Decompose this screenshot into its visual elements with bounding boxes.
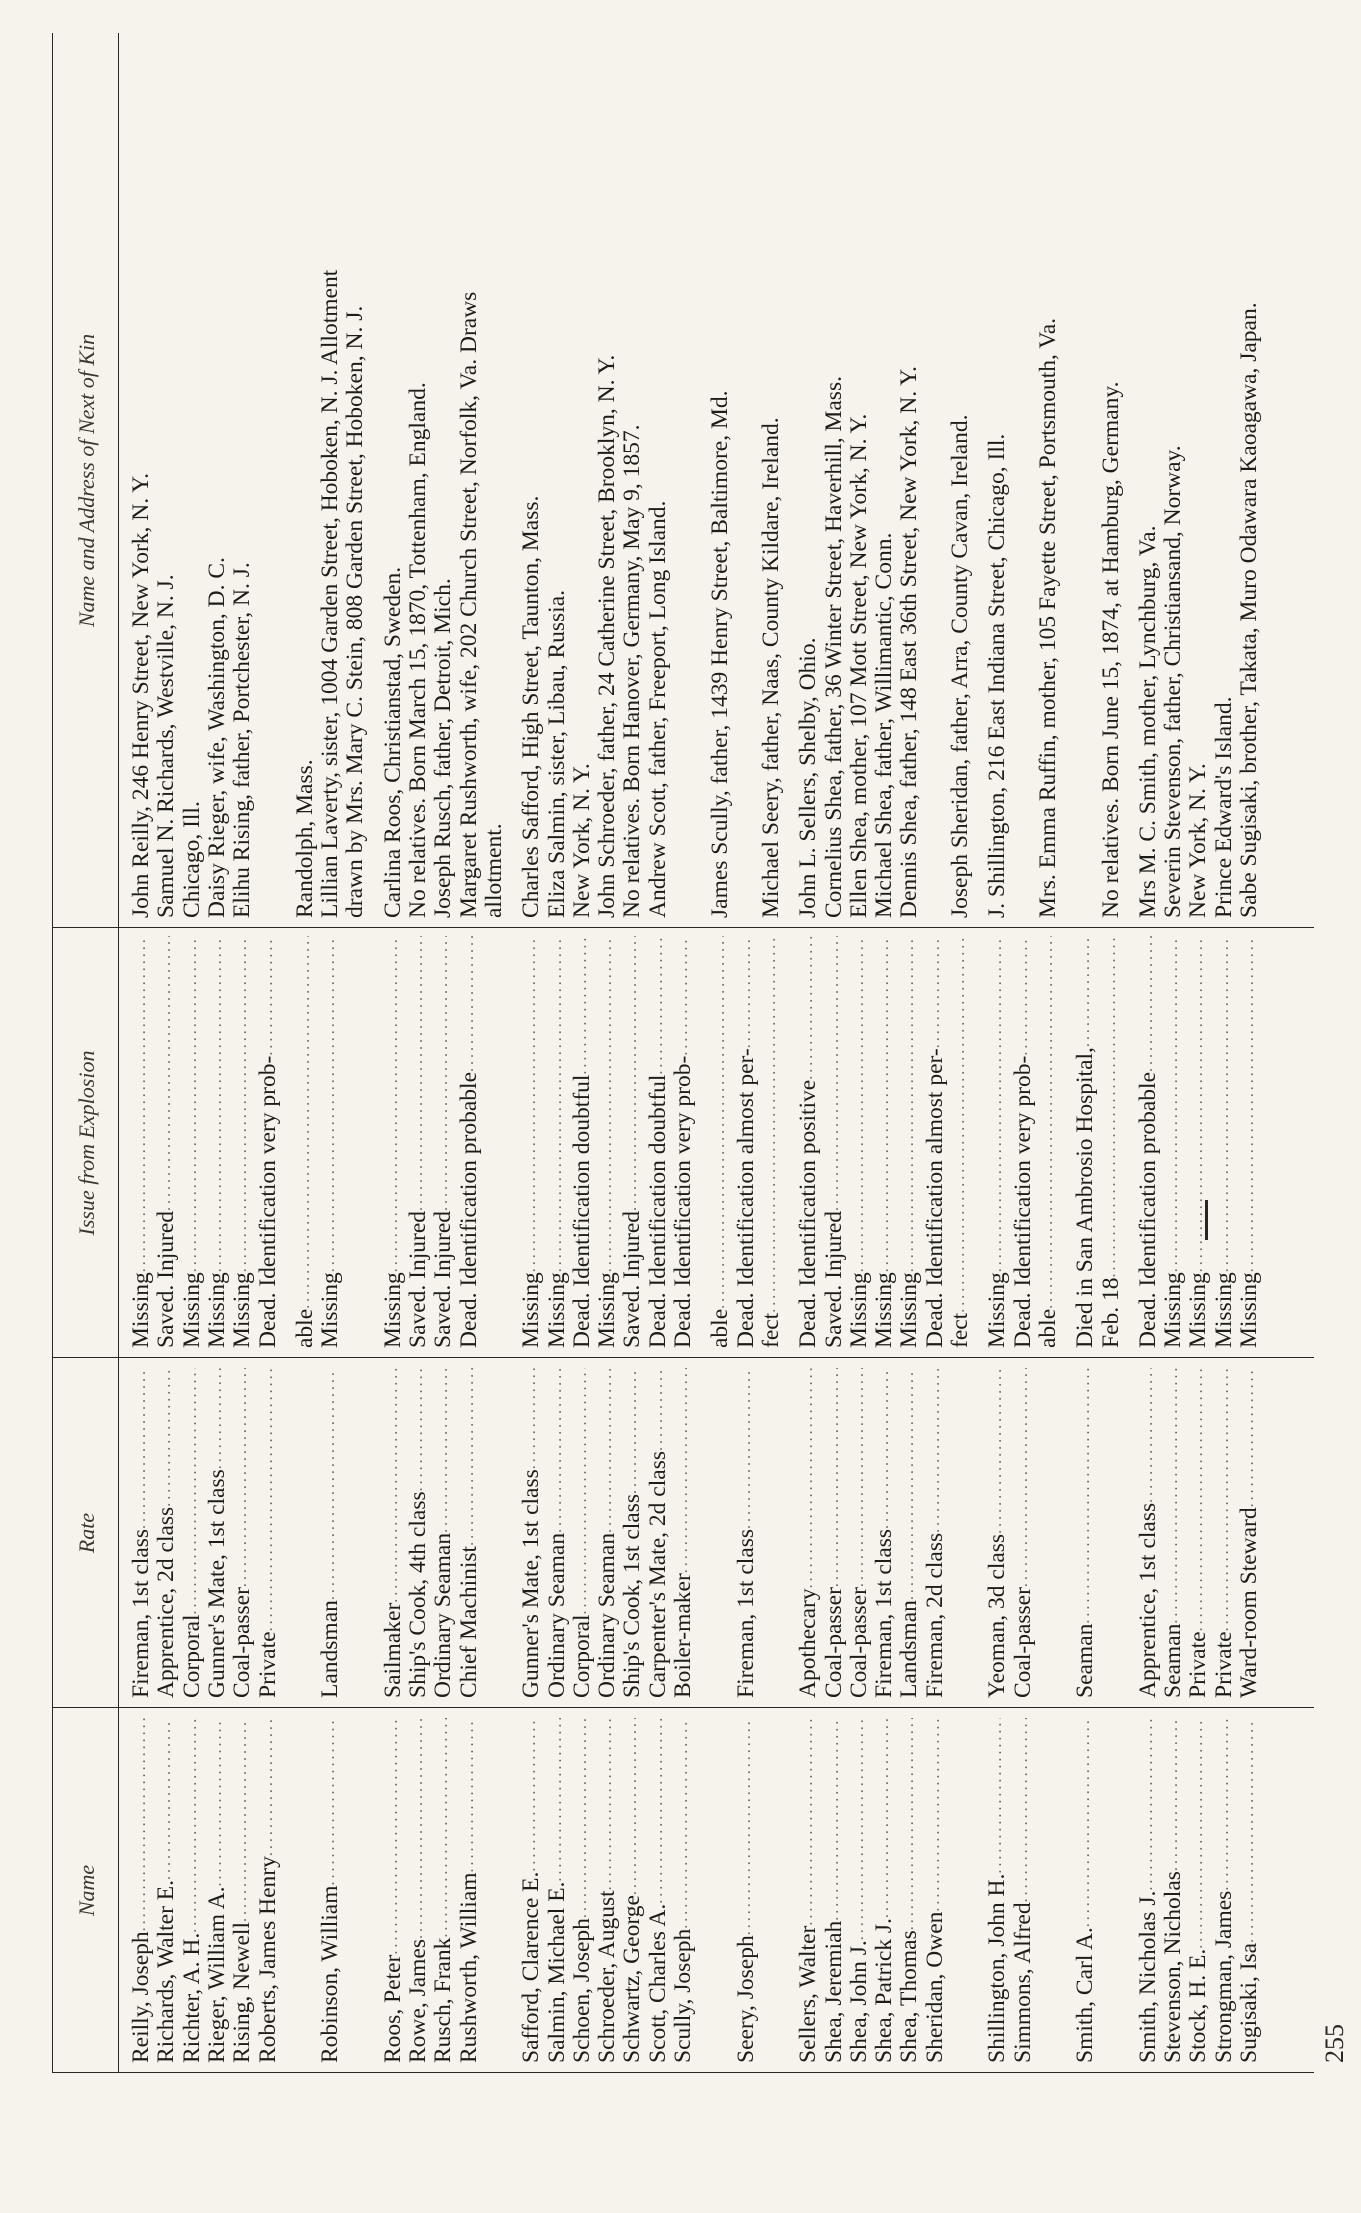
table-row (479, 936, 509, 1348)
dot-leader (1033, 936, 1063, 1309)
cell-issue: Missing (128, 1272, 154, 1348)
cell-kin: No relatives. Born June 15, 1874, at Hamburg, Germany. (1097, 381, 1124, 918)
cell-kin: Randolph, Mass. (291, 759, 318, 918)
cell-rate: Fireman, 1st class (871, 1528, 898, 1698)
column-rule (52, 927, 1314, 928)
cell-kin: Andrew Scott, father, Freeport, Long Island. (644, 500, 671, 918)
cell-issue: Died in San Ambrosio Hospital, (1072, 1047, 1099, 1348)
cell-kin: No relatives. Born Hanover, Germany, May 9, 1857. (619, 424, 646, 918)
cell-kin: New York, N. Y. (568, 763, 595, 918)
page-number: 255 (1320, 2024, 1349, 2063)
cell-kin: Lillian Laverty, sister, 1004 Garden Street, Hoboken, N. J. Allotment (317, 269, 344, 918)
cell-name: Rieger, William A. (203, 1886, 230, 2063)
table-row (1033, 1368, 1063, 1698)
cell-kin: Chicago, Ill. (178, 801, 205, 918)
table-row (340, 1718, 370, 2063)
dot-leader (1234, 936, 1264, 1272)
cell-name: Rusch, Frank (430, 1937, 457, 2063)
cell-issue: Missing (203, 1272, 230, 1348)
cell-issue: Missing (317, 1272, 344, 1348)
table-row (479, 1718, 509, 2063)
header-rule (118, 33, 119, 2073)
page-edge-mark (1205, 1200, 1208, 1240)
cell-name: Schoen, Joseph (568, 1918, 595, 2063)
cell-name: Shea, John J. (845, 1940, 872, 2063)
cell-rate: Landsman (317, 1600, 344, 1698)
dot-leader (945, 936, 975, 1313)
table-row (945, 1718, 975, 2063)
dot-leader (253, 1718, 283, 1856)
table-row (668, 38, 698, 918)
cell-issue: Dead. Identification doubtful (644, 1074, 671, 1348)
cell-name: Rising, Newell (229, 1922, 256, 2063)
cell-rate: Carpenter's Mate, 2d class (644, 1451, 671, 1698)
dot-leader (1096, 936, 1126, 1278)
cell-kin: James Scully, father, 1439 Henry Street, Baltimore, Md. (707, 390, 734, 918)
table-row (1096, 936, 1126, 1348)
cell-issue: able (291, 1308, 318, 1348)
cell-issue: Dead. Identification probable (455, 1071, 482, 1348)
table-row (1033, 38, 1063, 918)
cell-rate: Seaman (1160, 1623, 1187, 1698)
cell-kin: Ellen Shea, mother, 107 Mott Street, New York, N. Y. (845, 413, 872, 918)
dot-leader (668, 936, 698, 1056)
cell-issue: Missing (1210, 1272, 1237, 1348)
cell-kin: Cornelius Shea, father, 36 Winter Street, Haverhill, Mass. (820, 376, 847, 918)
cell-name: Stevenson, Nicholas (1160, 1871, 1187, 2063)
cell-name: Reilly, Joseph (128, 1931, 154, 2063)
dot-leader (668, 1368, 698, 1573)
cell-name: Scott, Charles A. (644, 1903, 671, 2063)
cell-name: Simmons, Alfred (1009, 1902, 1036, 2063)
table-row (756, 1718, 786, 2063)
cell-rate: Gunner's Mate, 1st class (203, 1469, 230, 1698)
cell-kin: Prince Edward's Island. (1210, 696, 1237, 918)
cell-issue: Missing (543, 1272, 570, 1348)
cell-kin: Joseph Rusch, father, Detroit, Mich. (430, 578, 457, 918)
cell-issue: fect (947, 1312, 973, 1348)
table-row (1234, 936, 1264, 1348)
cell-issue: Missing (1185, 1272, 1212, 1348)
table-row (1096, 38, 1126, 918)
table-row (479, 38, 509, 918)
cell-rate: Coal-passer (845, 1587, 872, 1698)
cell-issue: Missing (379, 1272, 406, 1348)
header-rate: Rate (74, 1512, 99, 1554)
table-row (756, 1368, 786, 1698)
dot-leader (253, 936, 283, 1056)
cell-name: Scully, Joseph (670, 1928, 696, 2063)
cell-name: Sellers, Walter (795, 1925, 822, 2063)
table-row (479, 1368, 509, 1698)
table-row (1234, 38, 1264, 918)
cell-rate: Fireman, 1st class (732, 1528, 759, 1698)
cell-rate: Apothecary (795, 1588, 822, 1698)
cell-issue: Missing (871, 1272, 898, 1348)
cell-issue: able (707, 1308, 734, 1348)
cell-rate: Apprentice, 1st class (1134, 1502, 1161, 1698)
cell-kin: Samuel N. Richards, Westville, N. J. (153, 574, 180, 918)
table-row (756, 936, 786, 1348)
cell-kin: Margaret Rushworth, wife, 202 Church Street, Norfolk, Va. Draws (455, 291, 482, 918)
cell-kin: Mrs M. C. Smith, mother, Lynchburg, Va. (1134, 525, 1161, 918)
cell-kin: No relatives. Born March 15, 1870, Tottenham, England. (405, 382, 431, 918)
table-row (253, 38, 283, 918)
cell-name: Strongman, James (1210, 1890, 1237, 2063)
cell-name: Rushworth, William (455, 1872, 482, 2063)
cell-rate: Chief Machinist (455, 1545, 482, 1698)
cell-rate: Coal-passer (229, 1587, 256, 1698)
table-row (1234, 1718, 1264, 2063)
cell-rate: Ship's Cook, 1st class (619, 1493, 646, 1698)
cell-name: Shea, Patrick J. (871, 1918, 898, 2063)
cell-name: Schroeder, August (594, 1890, 621, 2063)
dot-leader (756, 936, 786, 1313)
cell-name: Seery, Joseph (732, 1935, 759, 2063)
cell-kin: J. Shillington, 216 East Indiana Street, Chicago, Ill. (984, 433, 1011, 918)
cell-kin: New York, N. Y. (1185, 763, 1212, 918)
cell-name: Schwartz, George (619, 1895, 646, 2063)
cell-rate: Private (1210, 1631, 1237, 1698)
cell-rate: Coal-passer (820, 1587, 847, 1698)
cell-name: Shea, Jeremiah (820, 1920, 847, 2063)
cell-kin: John Reilly, 246 Henry Street, New York, N. Y. (128, 473, 154, 918)
table-row (1234, 1368, 1264, 1698)
table-row (945, 38, 975, 918)
cell-issue: Missing (896, 1272, 923, 1348)
dot-leader (1234, 1368, 1264, 1507)
table-row (668, 1368, 698, 1698)
cell-name: Richards, Walter E. (153, 1879, 180, 2063)
dot-leader (253, 1368, 283, 1631)
cell-kin: Daisy Rieger, wife, Washington, D. C. (203, 557, 230, 918)
cell-rate: Corporal (178, 1614, 205, 1698)
cell-kin: John L. Sellers, Shelby, Ohio. (795, 637, 822, 918)
cell-issue: fect (757, 1312, 784, 1348)
cell-issue: Missing (984, 1272, 1011, 1348)
cell-kin: Mrs. Emma Ruffin, mother, 105 Fayette Street, Portsmouth, Va. (1034, 318, 1061, 918)
cell-name: Sugisaki, Isa (1236, 1942, 1262, 2063)
table-row (1033, 936, 1063, 1348)
cell-issue: Missing (229, 1272, 256, 1348)
header-name: Name (74, 1864, 99, 1917)
table-row (340, 1368, 370, 1698)
cell-kin: Michael Shea, father, Willimantic, Conn. (871, 532, 898, 918)
cell-issue: able (1034, 1308, 1061, 1348)
cell-issue: Dead. Identification almost per- (732, 1048, 759, 1348)
cell-name: Rowe, James (405, 1938, 431, 2063)
table-row (756, 38, 786, 918)
cell-issue: Dead. Identification very prob- (254, 1055, 281, 1348)
cell-issue: Saved. Injured (430, 1210, 457, 1348)
table-row (668, 1718, 698, 2063)
cell-rate: Gunner's Mate, 1st class (518, 1469, 545, 1698)
table-row (340, 38, 370, 918)
cell-kin: Michael Seery, father, Naas, County Kildare, Ireland. (757, 417, 784, 918)
cell-name: Smith, Carl A. (1072, 1927, 1099, 2063)
cell-issue: Dead. Identification almost per- (921, 1048, 948, 1348)
cell-kin: allotment. (480, 823, 507, 918)
cell-rate: Fireman, 1st class (128, 1528, 154, 1698)
cell-name: Safford, Clarence E. (518, 1871, 545, 2063)
cell-rate: Private (1185, 1631, 1212, 1698)
table-row (340, 936, 370, 1348)
cell-rate: Ward-room Steward (1236, 1507, 1262, 1698)
cell-name: Salmin, Michael E. (543, 1881, 570, 2063)
column-rule (52, 2072, 1314, 2073)
cell-issue: Dead. Identification very prob- (670, 1055, 696, 1348)
cell-rate: Fireman, 2d class (921, 1532, 948, 1698)
table-row (1096, 1368, 1126, 1698)
cell-issue: Dead. Identification positive (795, 1079, 822, 1348)
cell-issue: Missing (1160, 1272, 1187, 1348)
cell-issue: Saved. Injured (405, 1210, 431, 1348)
dot-leader (1234, 1718, 1264, 1943)
cell-rate: Coal-passer (1009, 1587, 1036, 1698)
cell-kin: Carlina Roos, Christianstad, Sweden. (379, 566, 406, 918)
cell-issue: Dead. Identification probable (1134, 1071, 1161, 1348)
cell-kin: Joseph Sheridan, father, Arra, County Cavan, Ireland. (947, 414, 973, 918)
cell-rate: Sailmaker (379, 1602, 406, 1698)
header-kin: Name and Address of Next of Kin (74, 333, 99, 628)
cell-rate: Private (254, 1631, 281, 1698)
column-rule (52, 1707, 1314, 1708)
cell-rate: Yeoman, 3d class (984, 1533, 1011, 1698)
cell-issue: Missing (518, 1272, 545, 1348)
cell-issue: Dead. Identification very prob- (1009, 1055, 1036, 1348)
cell-name: Smith, Nicholas J. (1134, 1890, 1161, 2063)
cell-name: Sheridan, Owen (921, 1911, 948, 2063)
table-row (668, 936, 698, 1348)
cell-issue: Saved. Injured (619, 1210, 646, 1348)
cell-issue: Missing (845, 1272, 872, 1348)
cell-rate: Apprentice, 2d class (153, 1506, 180, 1698)
table-row (253, 936, 283, 1348)
cell-rate: Seaman (1072, 1623, 1099, 1698)
cell-name: Stock, H. E. (1185, 1948, 1212, 2063)
cell-name: Shillington, John H. (984, 1873, 1011, 2063)
cell-issue: Missing (178, 1272, 205, 1348)
cell-issue: Dead. Identification doubtful (568, 1074, 595, 1348)
cell-issue: Missing (1236, 1272, 1262, 1348)
cell-issue: Saved. Injured (820, 1210, 847, 1348)
header-issue: Issue from Explosion (74, 1050, 99, 1236)
cell-name: Richter, A. H. (178, 1932, 205, 2063)
cell-kin: John Schroeder, father, 24 Catherine Street, Brooklyn, N. Y. (594, 354, 621, 918)
cell-rate: Corporal (568, 1614, 595, 1698)
cell-kin: drawn by Mrs. Mary C. Stein, 808 Garden Street, Hoboken, N. J. (342, 305, 369, 918)
table-row (945, 1368, 975, 1698)
cell-kin: Severin Stevenson, father, Christiansand, Norway. (1160, 445, 1187, 918)
cell-rate: Landsman (896, 1600, 923, 1698)
cell-rate: Ordinary Seaman (543, 1532, 570, 1698)
cell-issue: Saved. Injured (153, 1210, 180, 1348)
cell-kin: Elihu Rising, father, Portchester, N. J. (229, 562, 256, 918)
cell-name: Shea, Thomas (896, 1930, 923, 2063)
cell-rate: Ordinary Seaman (594, 1532, 621, 1698)
cell-kin: Charles Safford, High Street, Taunton, Mass. (518, 495, 545, 918)
dot-leader (668, 1718, 698, 1929)
table-row (1033, 1718, 1063, 2063)
cell-kin: Dennis Shea, father, 148 East 36th Street, New York, N. Y. (896, 366, 923, 918)
cell-kin: Sabe Sugisaki, brother, Takata, Muro Odawara Kaoagawa, Japan. (1236, 302, 1262, 918)
cell-issue: Feb. 18 (1097, 1277, 1124, 1348)
table-top-rule (52, 33, 53, 2073)
table-row (253, 1718, 283, 2063)
column-rule (52, 1357, 1314, 1358)
cell-issue: Missing (594, 1272, 621, 1348)
cell-name: Roos, Peter (379, 1954, 406, 2063)
table-row (945, 936, 975, 1348)
table-row (1096, 1718, 1126, 2063)
cell-name: Roberts, James Henry (254, 1856, 281, 2063)
cell-name: Robinson, William (317, 1885, 344, 2063)
cell-rate: Boiler-maker (670, 1573, 696, 1698)
cell-kin: Eliza Salmin, sister, Libau, Russia. (543, 589, 570, 918)
cell-rate: Ship's Cook, 4th class (405, 1491, 431, 1698)
cell-rate: Ordinary Seaman (430, 1532, 457, 1698)
table-row (253, 1368, 283, 1698)
